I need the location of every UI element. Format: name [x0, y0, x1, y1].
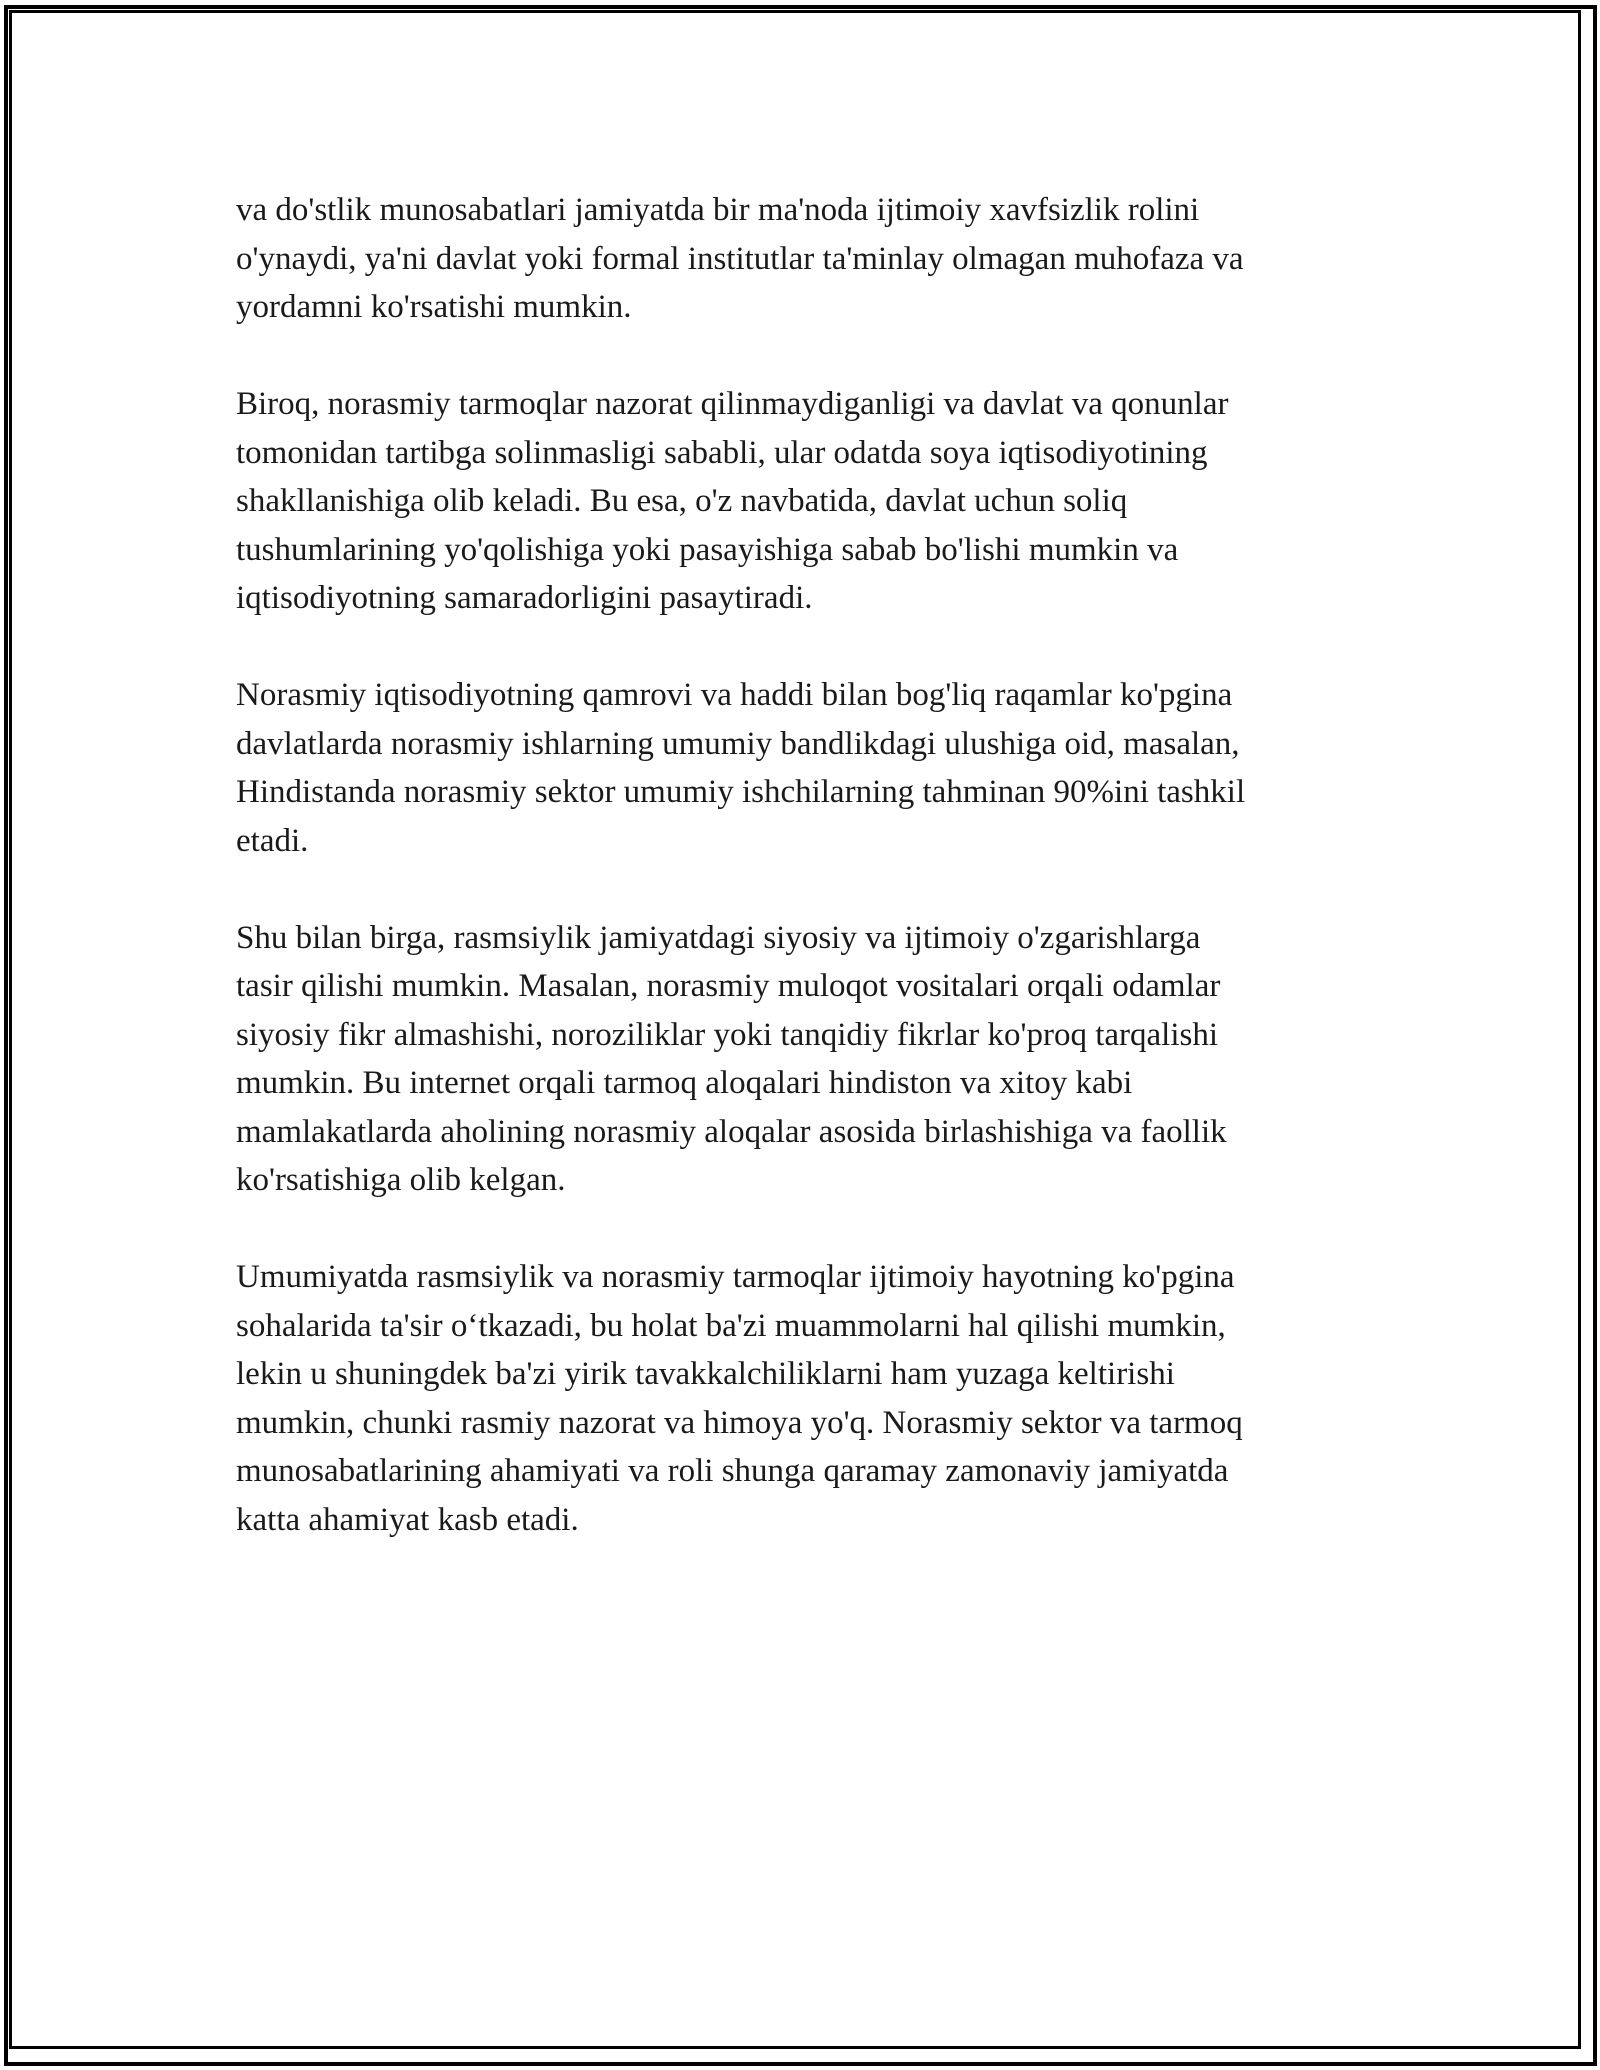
text-line: va do'stlik munosabatlari jamiyatda bir ma'noda ijtimoiy xavfsizlik rolini: [236, 192, 1200, 228]
text-line: tasir qilishi mumkin. Masalan, norasmiy muloqot vositalari orqali odamlar: [236, 968, 1221, 1004]
text-line: Shu bilan birga, rasmsiylik jamiyatdagi siyosiy va ijtimoiy o'zgarishlarga: [236, 919, 1201, 956]
text-line: iqtisodiyotning samaradorligini pasaytiradi.: [236, 580, 813, 616]
text-line: Norasmiy iqtisodiyotning qamrovi va haddi bilan bog'liq raqamlar ko'pgina: [236, 677, 1233, 713]
text-line: munosabatlarining ahamiyati va roli shunga qaramay zamonaviy jamiyatda: [236, 1453, 1229, 1489]
paragraph-2: [236, 380, 1376, 623]
text-line: davlatlarda norasmiy ishlarning umumiy bandlikdagi ulushiga oid, masalan,: [236, 725, 1240, 762]
text-line: shakllanishiga olib keladi. Bu esa, o'z navbatida, davlat uchun soliq: [236, 483, 1128, 519]
text-line: siyosiy fikr almashishi, noroziliklar yoki tanqidiy fikrlar ko'proq tarqalishi: [236, 1016, 1219, 1053]
text-line: Hindistanda norasmiy sektor umumiy ishchilarning tahminan 90%ini tashkil: [236, 774, 1246, 810]
text-line: tushumlarining yo'qolishiga yoki pasayishiga sabab bo'lishi mumkin va: [236, 531, 1179, 568]
text-line: mumkin. Bu internet orqali tarmoq aloqalari hindiston va xitoy kabi: [236, 1065, 1133, 1101]
text-line: etadi.: [236, 822, 309, 859]
paragraph-1: [236, 186, 1376, 332]
page-content: [236, 186, 1376, 1593]
text-line: lekin u shuningdek ba'zi yirik tavakkalchiliklarni ham yuzaga keltirishi: [236, 1356, 1175, 1392]
text-line: tomonidan tartibga solinmasligi sababli, ular odatda soya iqtisodiyotining: [236, 434, 1208, 471]
text-line: Umumiyatda rasmsiylik va norasmiy tarmoqlar ijtimoiy hayotning ko'pgina: [236, 1259, 1235, 1295]
paragraph-3: [236, 671, 1376, 865]
text-line: mumkin, chunki rasmiy nazorat va himoya yo'q. Norasmiy sektor va tarmoq: [236, 1404, 1243, 1441]
text-line: katta ahamiyat kasb etadi.: [236, 1501, 579, 1538]
text-line: yordamni ko'rsatishi mumkin.: [236, 289, 632, 325]
text-line: mamlakatlarda aholining norasmiy aloqalar asosida birlashishiga va faollik: [236, 1113, 1227, 1150]
text-line: sohalarida ta'sir o‘tkazadi, bu holat ba'zi muammolarni hal qilishi mumkin,: [236, 1307, 1226, 1344]
paragraph-4: [236, 914, 1376, 1205]
text-line: Biroq, norasmiy tarmoqlar nazorat qilinmaydiganligi va davlat va qonunlar: [236, 386, 1229, 422]
text-line: o'ynaydi, ya'ni davlat yoki formal institutlar ta'minlay olmagan muhofaza va: [236, 240, 1244, 277]
text-line: ko'rsatishiga olib kelgan.: [236, 1162, 566, 1198]
paragraph-5: [236, 1253, 1376, 1544]
